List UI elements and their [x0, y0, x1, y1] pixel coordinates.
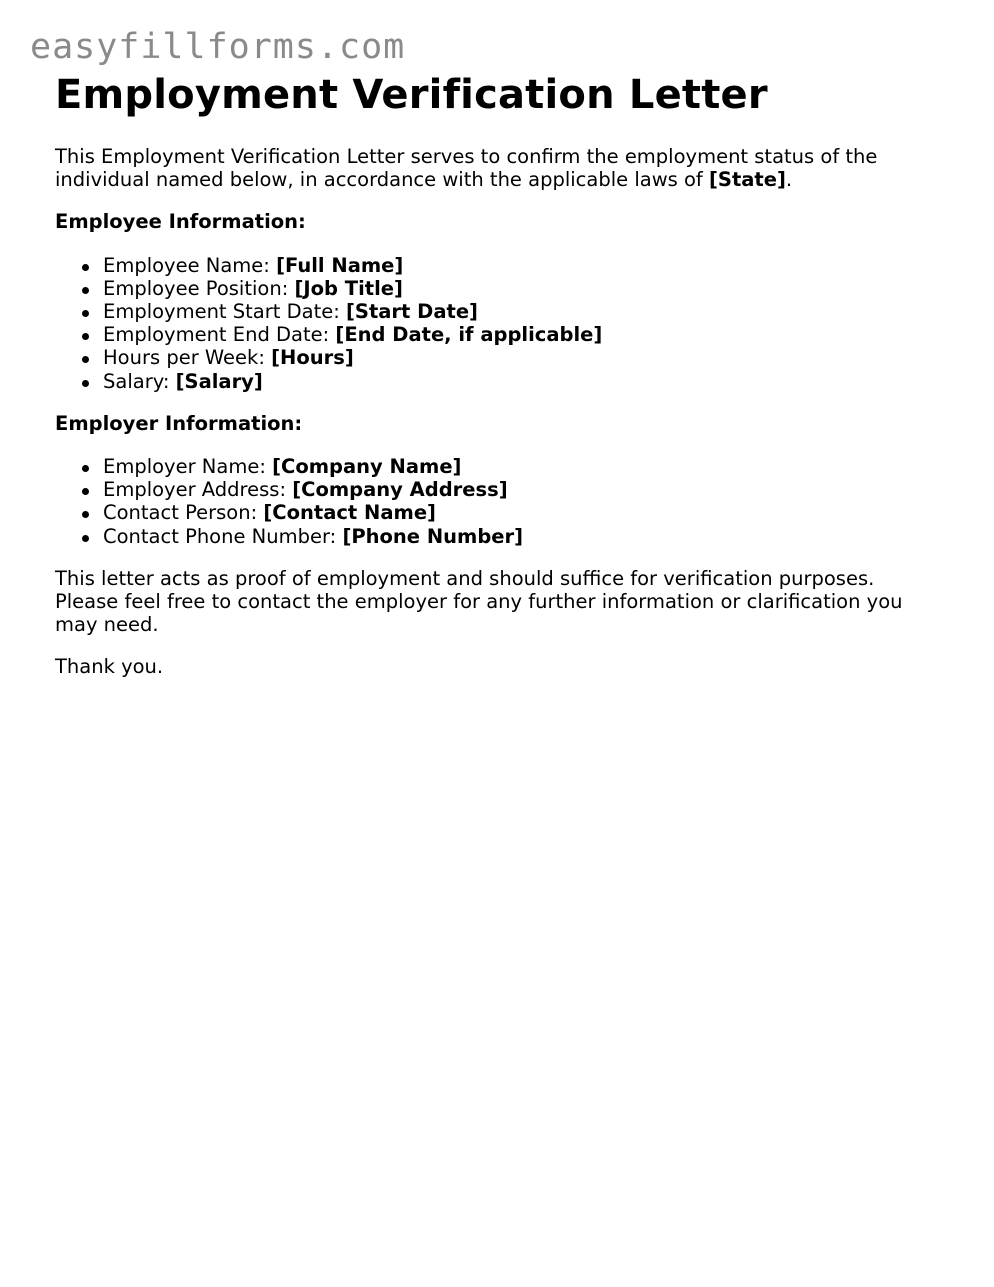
list-item	[103, 346, 935, 369]
employer-info-list	[55, 455, 935, 548]
field-label: Employee Position:	[103, 276, 295, 300]
field-label: Contact Person:	[103, 501, 264, 525]
letter-document	[55, 72, 935, 679]
intro-end: .	[785, 168, 793, 192]
list-item	[103, 455, 935, 478]
list-item	[103, 478, 935, 501]
list-item	[103, 525, 935, 548]
intro-text: This Employment Verification Letter serves to confirm the employment status of the individual named below, in accordance with the applicable laws of	[55, 145, 878, 192]
field-label: Employer Address:	[103, 478, 293, 502]
list-item	[103, 323, 935, 346]
field-value: [Contact Name]	[263, 501, 436, 525]
field-value: [End Date, if applicable]	[335, 323, 603, 347]
field-value: [Phone Number]	[342, 524, 524, 548]
field-label: Employee Name:	[103, 253, 277, 277]
field-value: [Full Name]	[276, 253, 404, 277]
watermark: easyfillforms.com	[30, 27, 406, 67]
list-item	[103, 300, 935, 323]
field-label: Salary:	[103, 369, 176, 393]
page-title: Employment Verification Letter	[55, 72, 768, 118]
field-value: [Company Name]	[272, 455, 462, 479]
field-label: Contact Phone Number:	[103, 524, 343, 548]
field-label: Employer Name:	[103, 455, 273, 479]
employee-section-heading: Employee Information:	[55, 210, 306, 234]
list-item	[103, 277, 935, 300]
list-item	[103, 370, 935, 393]
field-value: [Company Address]	[292, 478, 508, 502]
field-label: Employment End Date:	[103, 323, 336, 347]
intro-paragraph	[55, 145, 935, 191]
sign-off: Thank you.	[55, 655, 164, 679]
employee-info-list	[55, 254, 935, 393]
field-value: [Salary]	[175, 369, 263, 393]
list-item	[103, 501, 935, 524]
closing-paragraph: This letter acts as proof of employment and should suffice for verification purposes. Please feel free to contact the employer for any further information or clarification you may need.	[55, 566, 903, 637]
field-value: [Job Title]	[294, 276, 403, 300]
field-label: Employment Start Date:	[103, 300, 346, 324]
list-item	[103, 254, 935, 277]
field-value: [Hours]	[271, 346, 354, 370]
field-value: [Start Date]	[346, 300, 478, 324]
employer-section-heading: Employer Information:	[55, 411, 303, 435]
state-placeholder: [State]	[709, 168, 786, 192]
field-label: Hours per Week:	[103, 346, 272, 370]
